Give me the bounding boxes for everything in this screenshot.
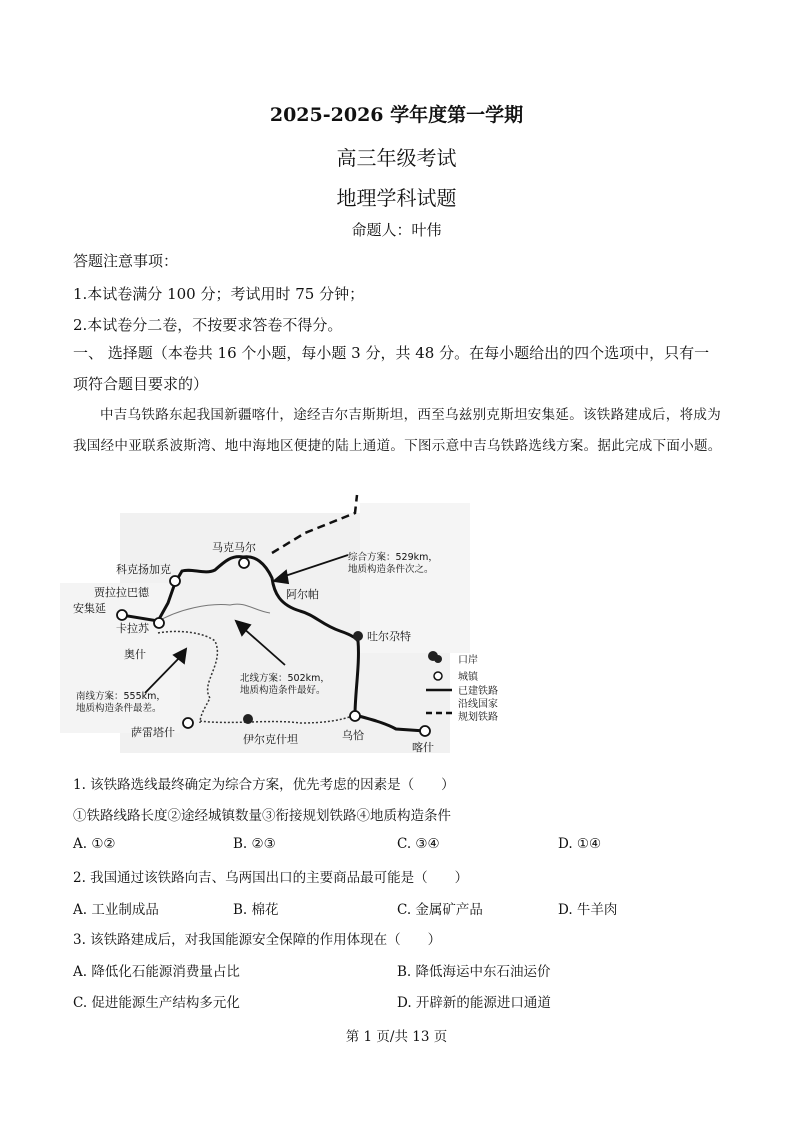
question-3-option-d: D. 开辟新的能源进口通道 (397, 995, 551, 1011)
annotation-combined-line2: 地质构造条件次之。 (348, 564, 434, 575)
town-label-yierkeshitan: 伊尔克什坦 (243, 733, 298, 746)
question-1-option-b: B. ②③ (233, 836, 276, 852)
question-1-option-c: C. ③④ (397, 836, 440, 852)
legend-planned-label-2: 规划铁路 (458, 712, 498, 723)
question-3-option-b: B. 降低海运中东石油运价 (397, 964, 551, 980)
question-1-sub-items: ①铁路线路长度②途经城镇数量③衔接规划铁路④地质构造条件 (73, 808, 451, 824)
legend-town-icon (434, 672, 442, 680)
annotation-north-line1: 北线方案：502km， (240, 673, 330, 684)
town-label-kashi: 喀什 (412, 741, 434, 754)
town-label-tuergate: 吐尔尕特 (367, 630, 411, 643)
question-3-option-c: C. 促进能源生产结构多元化 (73, 995, 240, 1011)
town-label-wuqia: 乌恰 (342, 729, 364, 742)
town-label-jialalabade: 贾拉拉巴德 (94, 586, 149, 599)
town-label-aerpa: 阿尔帕 (286, 588, 319, 601)
town-label-kalasu: 卡拉苏 (116, 622, 149, 635)
town-label-makemaer: 马克马尔 (212, 541, 256, 554)
railway-route-map (60, 493, 498, 758)
question-2-option-b: B. 棉花 (233, 902, 279, 918)
question-2-option-a: A. 工业制成品 (73, 902, 159, 918)
question-3-stem: 3. 该铁路建成后，对我国能源安全保障的作用体现在（ ） (73, 932, 442, 948)
town-label-aoshi: 奥什 (124, 648, 146, 661)
question-3-option-a: A. 降低化石能源消费量占比 (73, 964, 240, 980)
notes-item-2: 2.本试卷分二卷，不按要求答卷不得分。 (73, 316, 343, 334)
town-label-saleitaqi: 萨雷塔什 (131, 726, 175, 739)
town-label-kekeyangjiake: 科克扬加克 (116, 563, 171, 576)
notes-heading: 答题注意事项： (73, 252, 179, 270)
annotation-south-line1: 南线方案：555km， (76, 691, 166, 702)
annotation-north-line2: 地质构造条件最好。 (240, 685, 326, 696)
question-2-stem: 2. 我国通过该铁路向吉、乌两国出口的主要商品最可能是（ ） (73, 870, 469, 886)
exam-title-grade: 高三年级考试 (336, 146, 457, 170)
notes-item-1: 1.本试卷满分 100 分；考试用时 75 分钟； (73, 285, 365, 303)
page-footer: 第 1 页/共 13 页 (345, 1029, 448, 1045)
section-heading: 一、 选择题（本卷共 16 个小题，每小题 3 分，共 48 分。在每小题给出的四个选项中，只有一项符合题目要求的） (73, 344, 710, 393)
legend-built-label: 已建铁路 (458, 686, 498, 697)
question-2-option-d: D. 牛羊肉 (558, 902, 618, 918)
town-label-anjiyan: 安集延 (73, 602, 106, 615)
question-1-option-d: D. ①④ (558, 836, 602, 852)
legend-port-label: 口岸 (458, 655, 478, 666)
question-1-option-a: A. ①② (73, 836, 116, 852)
legend-town-label: 城镇 (458, 672, 478, 683)
legend-port-icon (434, 655, 442, 663)
reading-passage: 中吉乌铁路东起我国新疆喀什，途经吉尔吉斯斯坦，西至乌兹别克斯坦安集延。该铁路建成后，将成为我国经中亚联系波斯湾、地中海地区便捷的陆上通道。下图示意中吉乌铁路选线方案。据此完成下面小题。 (73, 407, 722, 454)
exam-title-subject: 地理学科试题 (336, 186, 457, 210)
annotation-south-line2: 地质构造条件最差。 (76, 703, 162, 714)
legend-planned-label-1: 沿线国家 (458, 699, 498, 710)
question-1-stem: 1. 该铁路选线最终确定为综合方案，优先考虑的因素是（ ） (73, 777, 455, 793)
question-2-option-c: C. 金属矿产品 (397, 902, 483, 918)
exam-author: 命题人：叶伟 (351, 221, 442, 239)
exam-title-term: 2025-2026 学年度第一学期 (269, 104, 524, 126)
annotation-combined-line1: 综合方案：529km， (348, 552, 438, 563)
